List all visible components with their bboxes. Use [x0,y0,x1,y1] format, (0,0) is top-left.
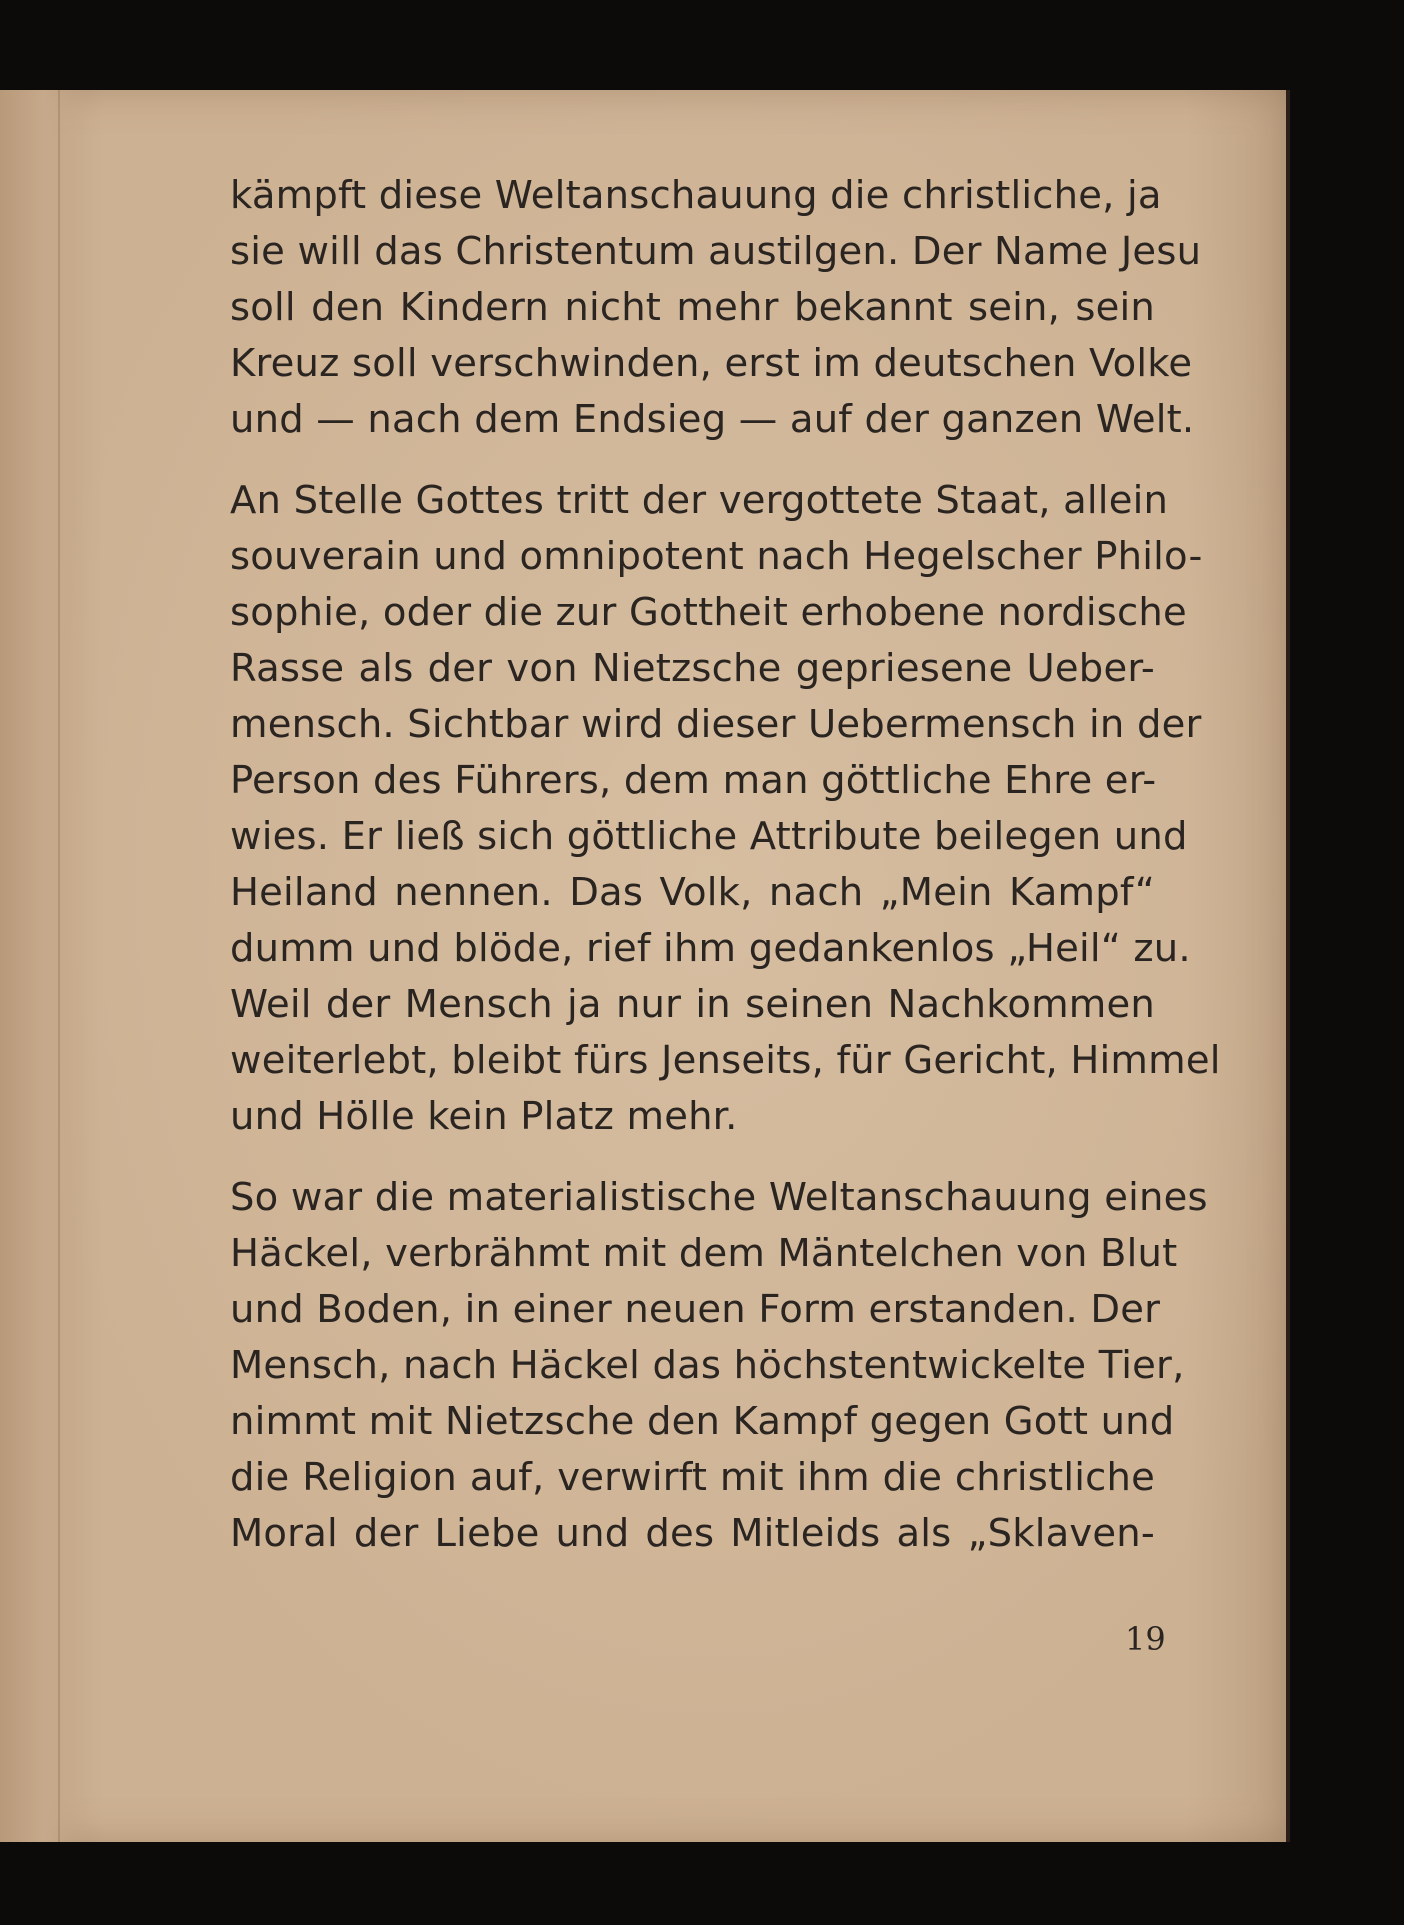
text-line: Mensch, nach Häckel das höchstentwickelte Tier, [230,1343,1185,1388]
text-line: Heiland nennen. Das Volk, nach „Mein Kampf“ [230,870,1155,915]
text-line: Person des Führers, dem man göttliche Ehre er- [230,758,1157,803]
text-line: Rasse als der von Nietzsche gepriesene Ueber- [230,646,1155,691]
text-line: und — nach dem Endsieg — auf der ganzen Welt. [230,397,1195,442]
text-line: mensch. Sichtbar wird dieser Uebermensch in der [230,702,1202,747]
paragraph-1 [230,168,1202,448]
text-line: Kreuz soll verschwinden, erst im deutschen Volke [230,341,1193,386]
paragraph-2 [230,473,1221,1145]
body-text [230,168,1221,1562]
text-line: kämpft diese Weltanschauung die christliche, ja [230,173,1162,218]
text-line: und Boden, in einer neuen Form erstanden. Der [230,1287,1161,1332]
text-line: die Religion auf, verwirft mit ihm die christliche [230,1455,1155,1500]
text-line: weiterlebt, bleibt fürs Jenseits, für Gericht, Himmel [230,1038,1221,1083]
text-line: wies. Er ließ sich göttliche Attribute beilegen und [230,814,1188,859]
text-line: Häckel, verbrähmt mit dem Mäntelchen von Blut [230,1231,1178,1276]
text-line: nimmt mit Nietzsche den Kampf gegen Gott und [230,1399,1175,1444]
paragraph-3 [230,1170,1208,1562]
text-line: An Stelle Gottes tritt der vergottete Staat, allein [230,478,1169,523]
page-edge [1286,90,1290,1842]
text-line: So war die materialistische Weltanschauung eines [230,1175,1208,1220]
text-line: sie will das Christentum austilgen. Der Name Jesu [230,229,1202,274]
gutter-fold-line [58,90,60,1842]
text-line: Moral der Liebe und des Mitleids als „Sklaven- [230,1511,1155,1556]
text-line: soll den Kindern nicht mehr bekannt sein, sein [230,285,1155,330]
text-line: und Hölle kein Platz mehr. [230,1094,738,1139]
text-line: souverain und omnipotent nach Hegelscher Philo- [230,534,1203,579]
page-number: 19 [1125,1620,1166,1658]
text-line: dumm und blöde, rief ihm gedankenlos „Heil“ zu. [230,926,1191,971]
text-line: Weil der Mensch ja nur in seinen Nachkommen [230,982,1155,1027]
binding-gutter [0,90,88,1842]
text-line: sophie, oder die zur Gottheit erhobene nordische [230,590,1187,635]
